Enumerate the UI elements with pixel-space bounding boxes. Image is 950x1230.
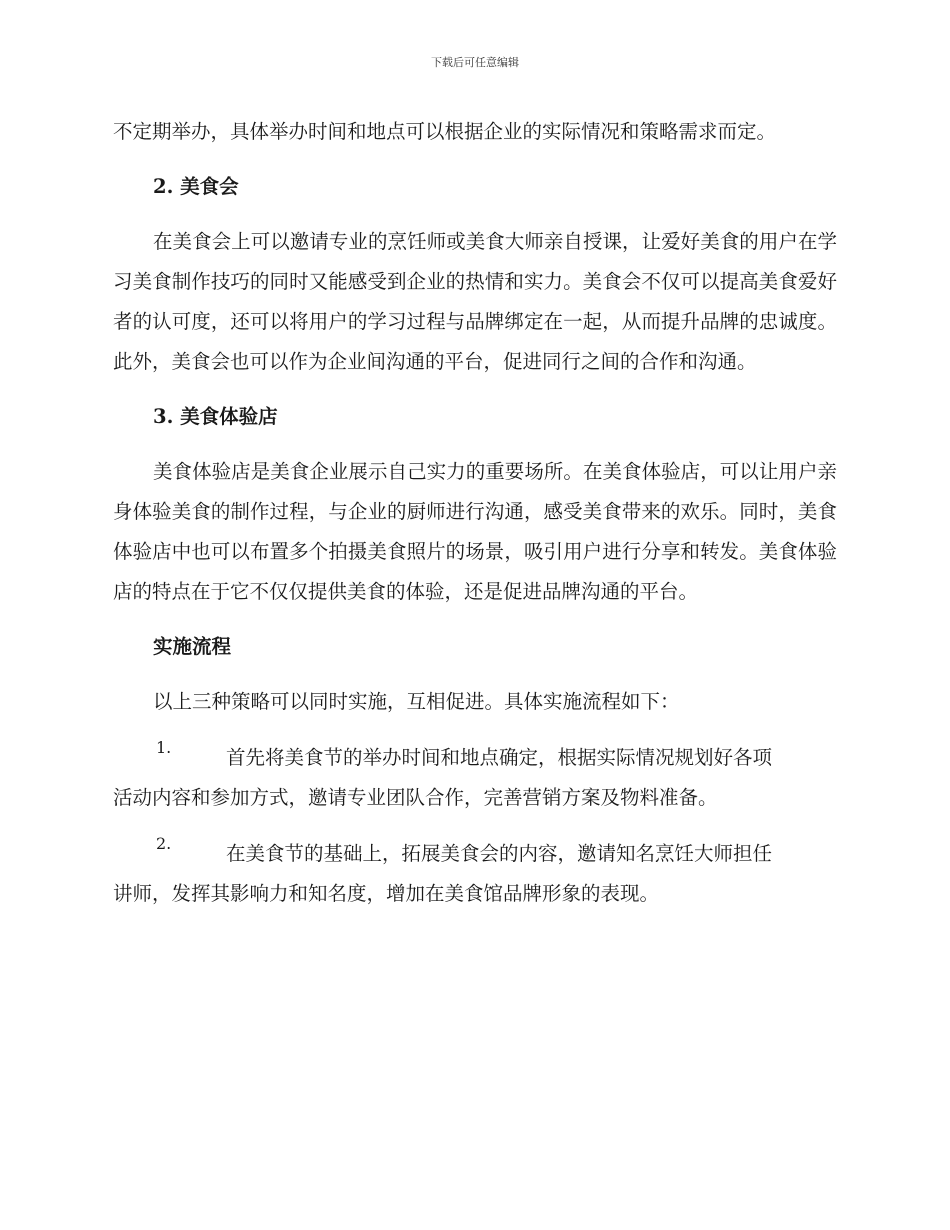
- page-header-note: 下载后可任意编辑: [431, 56, 519, 69]
- document-body: [113, 112, 837, 914]
- section-heading-implementation: 实施流程: [153, 635, 232, 658]
- list-item-text-rest: 活动内容和参加方式，邀请专业团队合作，完善营销方案及物料准备。: [113, 786, 718, 809]
- list-item-number: 2.: [156, 834, 172, 853]
- list-item-text-rest: 讲师，发挥其影响力和知名度，增加在美食馆品牌形象的表现。: [113, 882, 660, 905]
- list-item-text-line1: 首先将美食节的举办时间和地点确定，根据实际情况规划好各项: [226, 746, 773, 769]
- list-item: [113, 834, 837, 914]
- paragraph-continuation: 不定期举办，具体举办时间和地点可以根据企业的实际情况和策略需求而定。: [113, 120, 777, 143]
- list-item-text-line1: 在美食节的基础上，拓展美食会的内容，邀请知名烹饪大师担任: [226, 842, 773, 865]
- section-heading-food-meetup: 2. 美食会: [153, 175, 239, 198]
- paragraph-experience-store: 美食体验店是美食企业展示自己实力的重要场所。在美食体验店，可以让用户亲身体验美食的制作过程，与企业的厨师进行沟通，感受美食带来的欢乐。同时，美食体验店中也可以布置多个拍摄美食照片的场景，吸引用户进行分享和转发。美食体验店的特点在于它不仅仅提供美食的体验，还是促进品牌沟通的平台。: [113, 460, 837, 603]
- paragraph-food-meetup: 在美食会上可以邀请专业的烹饪师或美食大师亲自授课，让爱好美食的用户在学习美食制作技巧的同时又能感受到企业的热情和实力。美食会不仅可以提高美食爱好者的认可度，还可以将用户的学习过程与品牌绑定在一起，从而提升品牌的忠诚度。此外，美食会也可以作为企业间沟通的平台，促进同行之间的合作和沟通。: [113, 230, 837, 373]
- list-item: [113, 738, 837, 818]
- paragraph-implementation-intro: 以上三种策略可以同时实施，互相促进。具体实施流程如下：: [153, 690, 680, 713]
- list-item-number: 1.: [156, 738, 172, 757]
- section-heading-experience-store: 3. 美食体验店: [153, 405, 278, 428]
